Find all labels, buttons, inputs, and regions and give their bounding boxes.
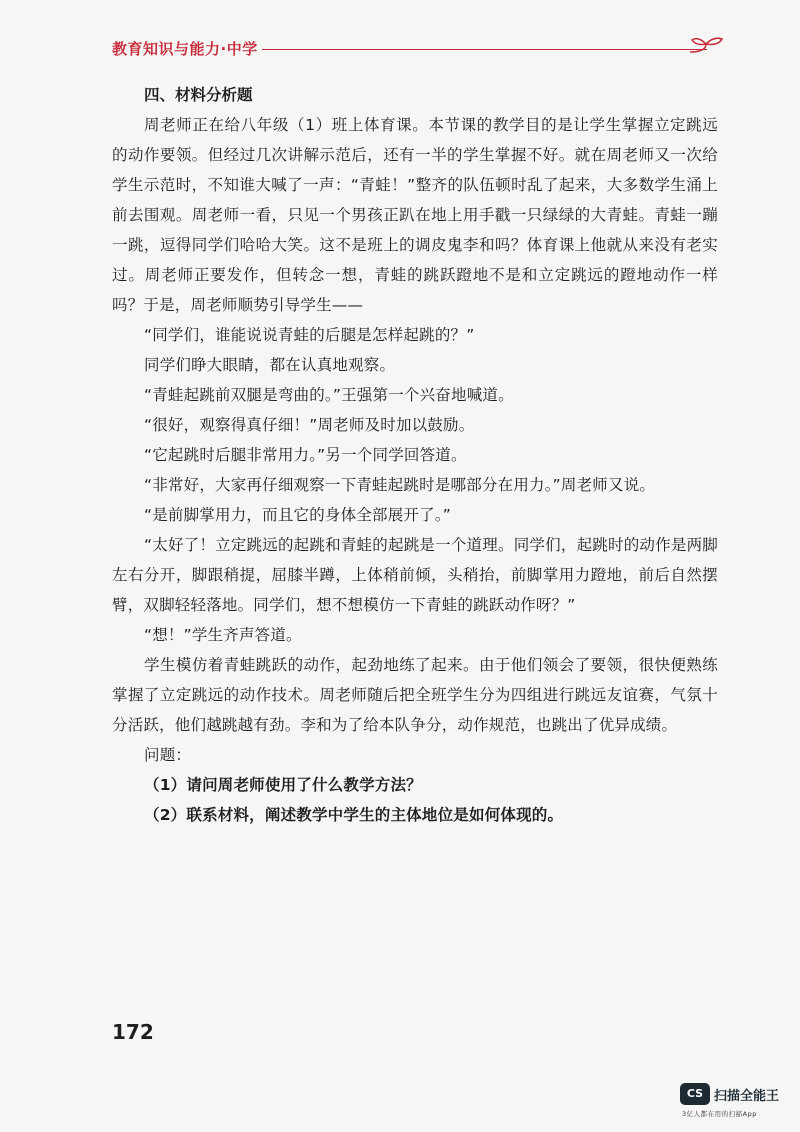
page-header <box>112 34 722 64</box>
watermark-app-name: 扫描全能王 <box>714 1089 780 1104</box>
book-title: 教育知识与能力·中学 <box>112 40 258 58</box>
question-item: （2）联系材料，阐述教学中学生的主体地位是如何体现的。 <box>144 806 564 824</box>
questions-label: 问题： <box>144 746 192 764</box>
watermark-tagline: 3亿人都在用的扫描App <box>682 1110 757 1118</box>
scanner-watermark <box>680 1083 795 1125</box>
paragraph: “青蛙起跳前双腿是弯曲的。”王强第一个兴奋地喊道。 <box>144 386 514 404</box>
paragraph: “太好了！立定跳远的起跳和青蛙的起跳是一个道理。同学们，起跳时的动作是两脚左右分开，脚跟稍提，屈膝半蹲，上体稍前倾，头稍抬，前脚掌用力蹬地，前后自然摆臂，双脚轻轻落地。同学们，想不想模仿一下青蛙的跳跃动作呀？” <box>112 536 718 614</box>
question-item: （1）请问周老师使用了什么教学方法？ <box>144 776 422 794</box>
page-number: 172 <box>112 1020 154 1044</box>
header-rule <box>262 49 707 50</box>
content-body <box>112 80 718 830</box>
camscanner-logo-icon: CS <box>680 1083 710 1105</box>
paragraph: “想！”学生齐声答道。 <box>144 626 302 644</box>
paragraph: “很好，观察得真仔细！”周老师及时加以鼓励。 <box>144 416 475 434</box>
paragraph: “它起跳时后腿非常用力。”另一个同学回答道。 <box>144 446 467 464</box>
section-title: 四、材料分析题 <box>144 86 253 104</box>
paragraph: 学生模仿着青蛙跳跃的动作，起劲地练了起来。由于他们领会了要领，很快便熟练掌握了立定跳远的动作技术。周老师随后把全班学生分为四组进行跳远友谊赛，气氛十分活跃，他们越跳越有劲。李和为了给本队争分，动作规范，也跳出了优异成绩。 <box>112 656 718 734</box>
sprout-icon <box>684 34 728 60</box>
paragraph: 周老师正在给八年级（1）班上体育课。本节课的教学目的是让学生掌握立定跳远的动作要领。但经过几次讲解示范后，还有一半的学生掌握不好。就在周老师又一次给学生示范时，不知谁大喊了一声：“青蛙！”整齐的队伍顿时乱了起来，大多数学生涌上前去围观。周老师一看，只见一个男孩正趴在地上用手戳一只绿绿的大青蛙。青蛙一蹦一跳，逗得同学们哈哈大笑。这不是班上的调皮鬼李和吗？体育课上他就从来没有老实过。周老师正要发作，但转念一想，青蛙的跳跃蹬地不是和立定跳远的蹬地动作一样吗？于是，周老师顺势引导学生—— <box>112 116 718 314</box>
paragraph: “同学们，谁能说说青蛙的后腿是怎样起跳的？” <box>144 326 475 344</box>
paragraph: “是前脚掌用力，而且它的身体全部展开了。” <box>144 506 452 524</box>
paragraph: 同学们睁大眼睛，都在认真地观察。 <box>144 356 396 374</box>
paragraph: “非常好，大家再仔细观察一下青蛙起跳时是哪部分在用力。”周老师又说。 <box>144 476 656 494</box>
